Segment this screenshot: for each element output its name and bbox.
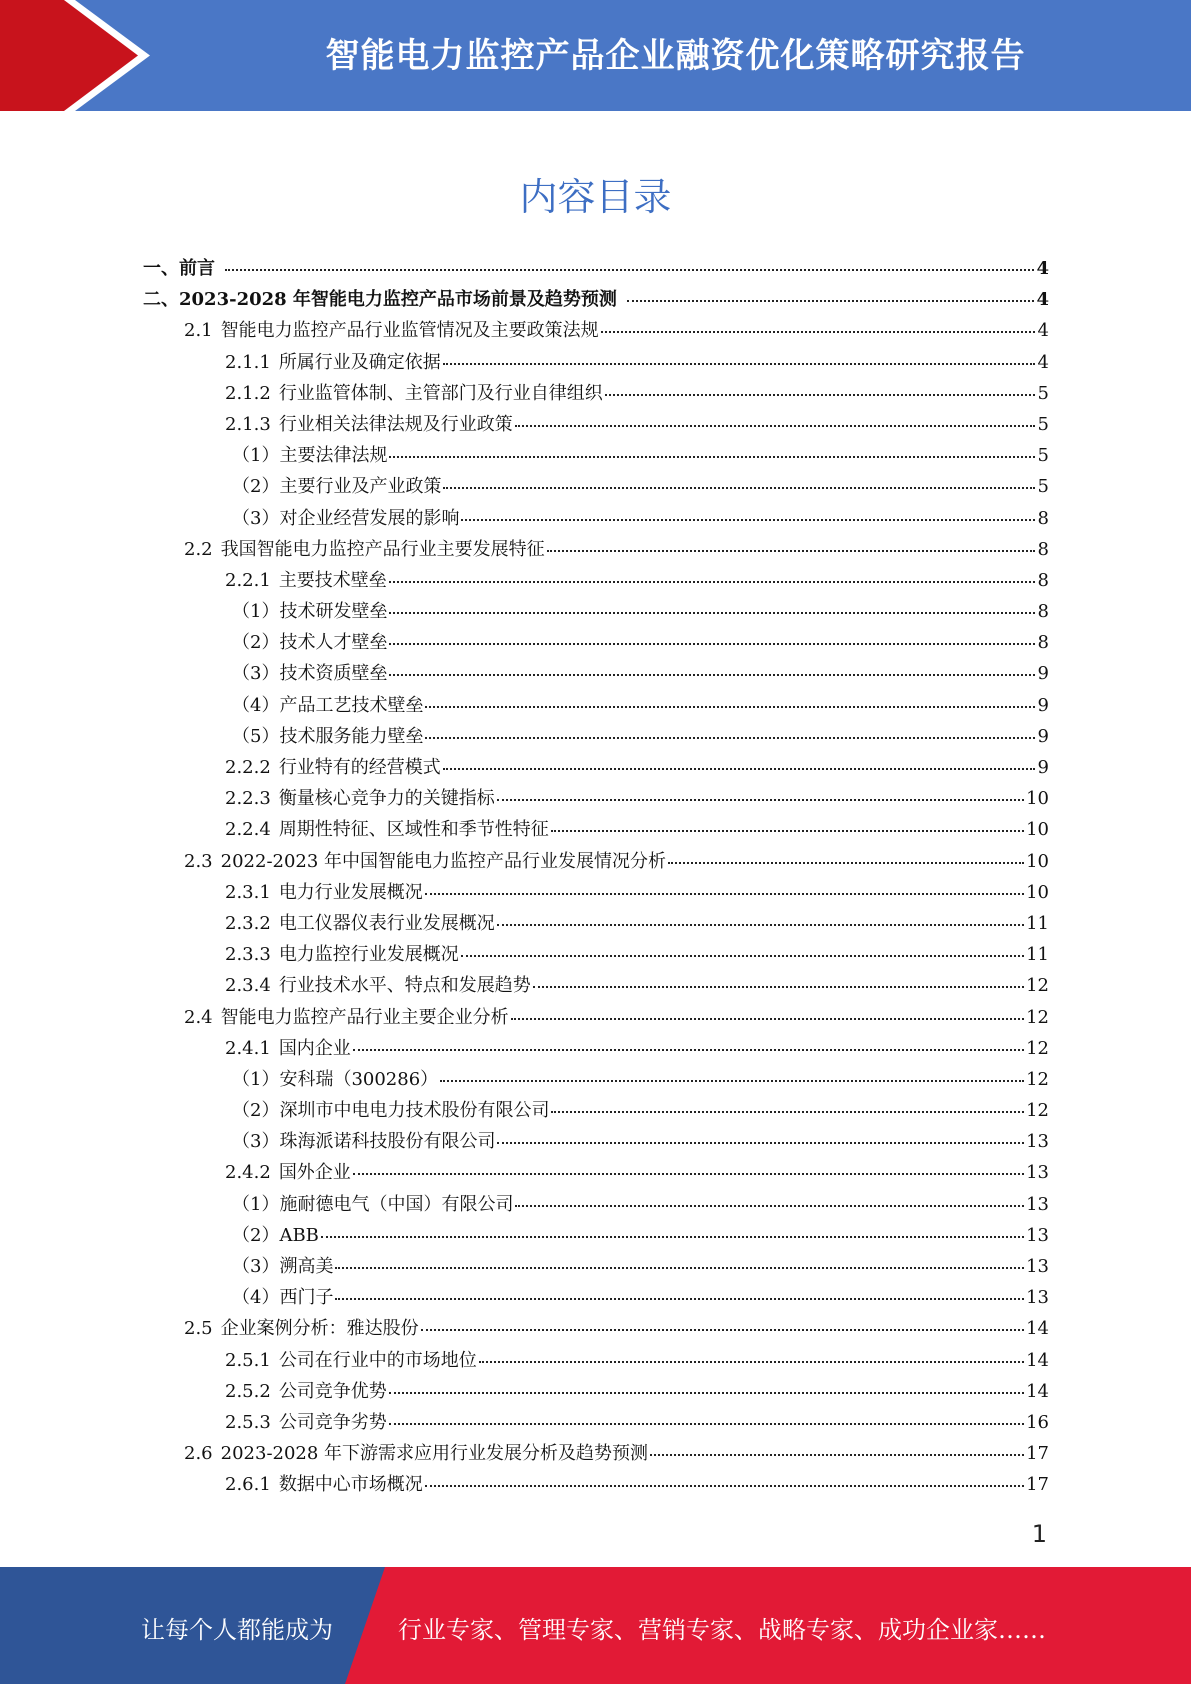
toc-entry-page: 14 [1026,1318,1049,1340]
toc-entry-page: 9 [1037,757,1049,778]
toc-entry-title: 公司在行业中的市场地位 [278,1349,477,1371]
toc-dot-leader [547,550,1035,552]
toc-entry-number: （4） [232,1287,280,1309]
toc-entry-number: （1） [232,445,280,467]
toc-entry[interactable] [143,847,1049,878]
page-number: 1 [1031,1520,1047,1548]
toc-dot-leader [389,674,1035,676]
toc-entry[interactable] [143,940,1049,971]
toc-dot-leader [225,269,1034,271]
toc-entry[interactable] [143,1221,1049,1252]
toc-entry[interactable] [143,1065,1049,1096]
footer-banner [0,1567,1191,1684]
toc-entry-number: 2.1.3 [225,413,271,435]
toc-entry-number: 2.3 [184,850,213,872]
toc-entry-page: 4 [1036,289,1049,311]
toc-dot-leader [551,830,1024,832]
toc-entry-number: 2.1 [184,320,213,342]
toc-entry-number: 2.4.2 [225,1162,271,1184]
toc-entry-number: 2.4 [184,1006,213,1028]
toc-entry[interactable] [143,659,1049,690]
toc-entry[interactable] [143,566,1049,597]
toc-entry-title: 产品工艺技术壁垒 [279,694,424,716]
toc-dot-leader [425,706,1035,708]
toc-dot-leader [353,1049,1024,1051]
toc-entry-title: 珠海派诺科技股份有限公司 [279,1131,496,1153]
toc-dot-leader [461,955,1024,957]
toc-entry-number: 2.5.3 [225,1411,271,1433]
toc-entry[interactable] [143,691,1049,722]
toc-entry-page: 14 [1026,1349,1049,1371]
toc-dot-leader [627,300,1035,302]
toc-entry[interactable] [143,1003,1049,1034]
toc-entry-number: 2.5.2 [225,1380,271,1402]
toc-entry[interactable] [143,1096,1049,1127]
toc-dot-leader [497,924,1024,926]
toc-entry-page: 8 [1037,601,1049,623]
toc-entry-number: （3） [232,1256,280,1277]
toc-entry-page: 12 [1026,1068,1049,1090]
toc-entry-page: 8 [1037,569,1049,591]
toc-entry-title: 技术人才壁垒 [279,632,388,654]
toc-entry-title: 我国智能电力监控产品行业主要发展特征 [220,538,545,560]
toc-entry-title: 技术资质壁垒 [279,663,388,685]
toc-entry[interactable] [143,1158,1049,1189]
toc-entry-page: 13 [1026,1256,1049,1277]
toc-entry[interactable] [143,628,1049,659]
toc-entry-number: （3） [232,507,280,529]
toc-entry-page: 13 [1026,1162,1049,1184]
toc-dot-leader [511,1018,1024,1020]
toc-dot-leader [335,1267,1024,1269]
toc-entry-page: 12 [1026,1037,1049,1059]
toc-entry-number: （1） [232,1193,280,1215]
toc-entry-page: 8 [1037,507,1049,529]
toc-dot-leader [440,1080,1024,1082]
footer-tagline: 行业专家、管理专家、营销专家、战略专家、成功企业家…… [398,1616,1046,1644]
toc-entry-number: 2.6.1 [225,1474,271,1496]
toc-entry[interactable] [143,1439,1049,1470]
toc-entry-number: 2.2.4 [225,819,271,841]
toc-entry-title: 公司竞争优势 [278,1380,387,1402]
toc-dot-leader [650,1454,1024,1456]
toc-entry-number: 2.1.2 [225,382,271,404]
toc-entry-title: 智能电力监控产品行业主要企业分析 [220,1006,509,1028]
toc-entry-number: （3） [232,1131,280,1153]
toc-entry-title: 公司竞争劣势 [278,1411,387,1433]
toc-entry-page: 10 [1026,881,1049,903]
toc-dot-leader [425,893,1024,895]
toc-dot-leader [443,487,1035,489]
toc-dot-leader [389,612,1035,614]
toc-entry-title: 国内企业 [278,1037,351,1059]
report-title: 智能电力监控产品企业融资优化策略研究报告 [325,36,1026,76]
toc-entry-number: （2） [232,632,280,654]
toc-dot-leader [443,363,1035,365]
toc-entry-number: （4） [232,694,280,716]
toc-entry-page: 4 [1037,351,1049,373]
toc-entry[interactable] [143,285,1049,316]
toc-entry-page: 5 [1037,382,1049,404]
toc-entry-page: 8 [1037,538,1049,560]
toc-entry-title: 安科瑞（300286） [279,1068,439,1090]
toc-dot-leader [497,1142,1024,1144]
toc-entry-page: 12 [1026,975,1049,997]
toc-entry[interactable] [143,1190,1049,1221]
toc-entry-page: 13 [1026,1131,1049,1153]
toc-entry[interactable] [143,1377,1049,1408]
toc-dot-leader [389,1392,1024,1394]
toc-entry-title: 周期性特征、区域性和季节性特征 [278,819,549,841]
toc-entry-number: 2.3.3 [225,944,271,966]
toc-entry[interactable] [143,1034,1049,1065]
toc-dot-leader [605,394,1035,396]
toc-entry-title: ABB [279,1224,319,1246]
toc-dot-leader [461,519,1035,521]
chevron-arrow-icon [0,0,160,111]
toc-entry-title: 衡量核心竞争力的关键指标 [278,788,495,810]
toc-entry-title: 数据中心市场概况 [278,1474,423,1496]
toc-entry-title: 深圳市中电电力技术股份有限公司 [279,1100,550,1122]
toc-entry[interactable] [143,971,1049,1002]
toc-dot-leader [389,456,1035,458]
toc-dot-leader [443,768,1035,770]
toc-entry[interactable] [143,1252,1049,1283]
toc-entry-page: 11 [1026,944,1049,966]
toc-entry-number: 2.5.1 [225,1349,271,1371]
toc-entry[interactable] [143,722,1049,753]
toc-entry-page: 9 [1037,725,1049,747]
toc-entry-number: 二、2023-2028 年智能电力监控产品市场前景及趋势预测 [143,289,617,311]
toc-dot-leader [421,1329,1024,1331]
toc-entry[interactable] [143,316,1049,347]
toc-dot-leader [533,986,1024,988]
toc-entry-number: 2.1.1 [225,351,271,373]
toc-dot-leader [515,1205,1024,1207]
toc-entry[interactable] [143,504,1049,535]
toc-entry-title: 电工仪器仪表行业发展概况 [278,912,495,934]
toc-entry-page: 9 [1037,663,1049,685]
toc-entry-title: 主要行业及产业政策 [279,476,442,498]
toc-dot-leader [389,1423,1024,1425]
toc-entry-title: 对企业经营发展的影响 [279,507,460,529]
toc-entry-page: 16 [1026,1411,1049,1433]
toc-dot-leader [389,581,1035,583]
toc-dot-leader [601,331,1035,333]
toc-entry-page: 11 [1026,912,1049,934]
toc-entry-page: 8 [1037,632,1049,654]
toc-entry-title: 2022-2023 年中国智能电力监控产品行业发展情况分析 [220,850,667,872]
toc-entry-page: 10 [1026,850,1049,872]
toc-entry-page: 5 [1037,445,1049,467]
toc-entry[interactable] [143,815,1049,846]
toc-entry-title: 行业监管体制、主管部门及行业自律组织 [278,382,603,404]
toc-entry-title: 行业相关法律法规及行业政策 [278,413,513,435]
toc-dot-leader [668,862,1024,864]
toc-entry-number: 2.3.1 [225,881,271,903]
toc-entry[interactable] [143,878,1049,909]
toc-entry-page: 9 [1037,694,1049,716]
toc-dot-leader [321,1236,1024,1238]
toc-entry-page: 12 [1026,1100,1049,1122]
footer-slogan: 让每个人都能成为 [141,1616,333,1644]
toc-entry-page: 13 [1026,1224,1049,1246]
toc-dot-leader [425,737,1035,739]
toc-entry-number: 一、前言 [143,258,215,279]
toc-entry[interactable] [143,909,1049,940]
toc-dot-leader [551,1111,1024,1113]
toc-entry[interactable] [143,535,1049,566]
toc-list [143,254,1049,1502]
toc-entry-title: 主要法律法规 [279,445,388,467]
toc-entry-page: 4 [1036,258,1049,279]
toc-entry[interactable] [143,348,1049,379]
toc-dot-leader [515,425,1035,427]
toc-entry[interactable] [143,472,1049,503]
toc-entry-title: 施耐德电气（中国）有限公司 [279,1193,514,1215]
toc-entry-number: （3） [232,663,280,685]
toc-entry-page: 13 [1026,1193,1049,1215]
toc-entry-page: 4 [1037,320,1049,342]
toc-entry-page: 10 [1026,788,1049,810]
toc-entry[interactable] [143,254,1049,285]
toc-entry-number: （1） [232,1068,280,1090]
header-band [0,0,1191,111]
toc-entry[interactable] [143,1283,1049,1314]
toc-dot-leader [497,799,1024,801]
toc-dot-leader [425,1485,1024,1487]
toc-dot-leader [353,1173,1024,1175]
toc-dot-leader [479,1361,1024,1363]
toc-entry[interactable] [143,753,1049,784]
toc-entry-number: 2.5 [184,1318,213,1340]
toc-entry-number: （1） [232,601,280,623]
toc-entry-page: 12 [1026,1006,1049,1028]
toc-entry-number: 2.3.4 [225,975,271,997]
toc-entry-title: 技术服务能力壁垒 [279,725,424,747]
toc-entry-page: 14 [1026,1380,1049,1402]
toc-entry-page: 17 [1026,1474,1049,1496]
toc-entry-title: 电力行业发展概况 [278,881,423,903]
toc-entry-page: 10 [1026,819,1049,841]
toc-entry-title: 企业案例分析：雅达股份 [220,1318,419,1340]
toc-entry-title: 2023-2028 年下游需求应用行业发展分析及趋势预测 [220,1443,649,1465]
toc-entry-number: （5） [232,725,280,747]
toc-dot-leader [335,1298,1024,1300]
toc-entry-number: 2.2.1 [225,569,271,591]
toc-entry-page: 17 [1026,1443,1049,1465]
toc-entry-page: 5 [1037,413,1049,435]
toc-entry-title: 所属行业及确定依据 [278,351,441,373]
toc-entry-title: 行业特有的经营模式 [278,757,441,778]
toc-entry-title: 行业技术水平、特点和发展趋势 [278,975,531,997]
toc-entry-page: 5 [1037,476,1049,498]
toc-entry-number: （2） [232,1100,280,1122]
toc-entry-number: （2） [232,1224,280,1246]
toc-entry-number: （2） [232,476,280,498]
toc-entry-title: 溯高美 [279,1256,334,1277]
toc-dot-leader [389,643,1035,645]
toc-entry-title: 智能电力监控产品行业监管情况及主要政策法规 [220,320,599,342]
toc-entry-title: 技术研发壁垒 [279,601,388,623]
toc-entry[interactable] [143,1346,1049,1377]
toc-entry[interactable] [143,1127,1049,1158]
toc-entry[interactable] [143,597,1049,628]
toc-entry[interactable] [143,441,1049,472]
toc-entry-number: 2.3.2 [225,912,271,934]
toc-entry-title: 西门子 [279,1287,334,1309]
toc-entry[interactable] [143,1314,1049,1345]
toc-entry[interactable] [143,410,1049,441]
toc-entry-title: 国外企业 [278,1162,351,1184]
toc-entry[interactable] [143,1408,1049,1439]
toc-entry-number: 2.2.3 [225,788,271,810]
toc-entry-page: 13 [1026,1287,1049,1309]
toc-entry-title: 电力监控行业发展概况 [278,944,459,966]
toc-entry[interactable] [143,1470,1049,1501]
toc-entry[interactable] [143,784,1049,815]
toc-entry-number: 2.2.2 [225,757,271,778]
toc-heading: 内容目录 [519,175,672,219]
toc-entry-number: 2.6 [184,1443,213,1465]
toc-entry-number: 2.4.1 [225,1037,271,1059]
toc-entry[interactable] [143,379,1049,410]
toc-entry-title: 主要技术壁垒 [278,569,387,591]
toc-entry-number: 2.2 [184,538,213,560]
